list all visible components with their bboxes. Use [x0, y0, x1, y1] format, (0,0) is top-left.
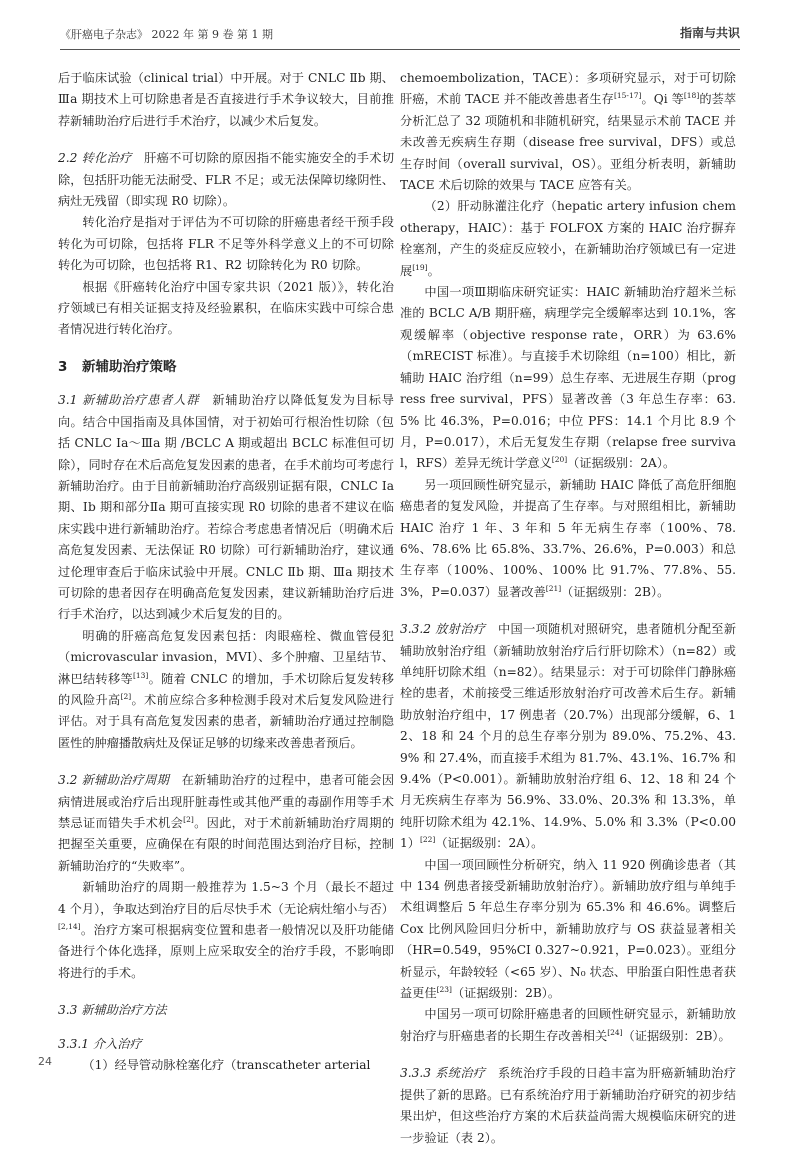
- citation[interactable]: [2]: [120, 691, 132, 701]
- paragraph: 中国一项Ⅲ期临床研究证实：HAIC 新辅助治疗超米兰标准的 BCLC A/B 期肝癌，病理学完全缓解率达到 10.1%，客观缓解率（objective response rate，ORR）为 63.6%（mRECIST 标准）。与直接手术切除组（n=100）相比，新辅助 HAIC 治疗组（n=99）总生存率、无进展生存期（progress free survival，PFS）显著改善（3 年总生存率：63.5% 比 46.3%，P=0.016；中位 PFS：14.1 个月比 8.9 个月，P=0.017），术后无复发生存期（relapse free survival，RFS）差异无统计学意义[20]（证据级别：2A）。: [400, 285, 736, 471]
- page-number: 24: [38, 1055, 52, 1068]
- section-label: 指南与共识: [679, 26, 740, 40]
- journal-info: 《肝癌电子杂志》 2022 年 第 9 卷 第 1 期: [60, 28, 273, 41]
- subsection-3-3-2: 3.3.2 放射治疗 中国一项随机对照研究，患者随机分配至新辅助放射治疗组（新辅助放射治疗后行肝切除术）（n=82）或单纯肝切除术组（n=82）。结果显示：对于可切除伴门静脉癌栓的患者，术前接受三维适形放射治疗可改善术后生存。新辅助放射治疗组中，17 例患者（20.7%）出现部分缓解，6、12、18 和 24 个月的总生存率分别为 89.0%、75.2%、43.9% 和 27.4%，而直接手术组为 81.7%、43.1%、16.7% 和 9.4%（P<0.001）。新辅助放射治疗组 6、12、18 和 24 个月无疾病生存率为 56.9%、33.0%、20.3% 和 13.3%，单纯肝切除术组为 42.1%、14.9%、5.0% 和 3.3%（P<0.001）[22]（证据级别：2A）。: [400, 622, 737, 851]
- paragraph: 明确的肝癌高危复发因素包括：肉眼癌栓、微血管侵犯（microvascular invasion，MVI）、多个肿瘤、卫星结节、淋巴结转移等[13]。随着 CNLC 的增加，手术切除后复发转移的风险升高[2]。术前应综合多种检测手段对术后复发风险进行评估。对于具有高危复发因素的患者，新辅助治疗通过控制隐匿性的肿瘤播散病灶及保证足够的切缘来改善患者预后。: [58, 628, 395, 750]
- paragraph: 转化治疗是指对于评估为不可切除的肝癌患者经干预手段转化为可切除，包括将 FLR 不足等外科学意义上的不可切除转化为可切除，也包括将 R1、R2 切除转化为 R0 切除。: [58, 215, 394, 273]
- citation[interactable]: [2,14]: [58, 921, 81, 931]
- citation[interactable]: [15-17]: [613, 91, 642, 101]
- section-heading-3: 3 新辅助治疗策略: [58, 358, 177, 375]
- paragraph: （2）肝动脉灌注化疗（hepatic artery infusion chemotherapy，HAIC）：基于 FOLFOX 方案的 HAIC 治疗摒弃栓塞剂，产生的炎症反应较小，在新辅助治疗领域已有一定进展[19]。: [400, 199, 736, 278]
- subsection-heading: 3.3.3 系统治疗: [400, 1066, 486, 1081]
- citation[interactable]: [23]: [436, 985, 452, 994]
- paragraph: chemoembolization，TACE）：多项研究显示，对于可切除肝癌，术前 TACE 并不能改善患者生存[15-17]。Qi 等[18]的荟萃分析汇总了 32 项随机和非随机研究，结果显示术前 TACE 并未改善无疾病生存期（disease free survival，DFS）或总生存时间（overall survival，OS）。亚组分析表明，新辅助 TACE 术后切除的效果与 TACE 应答有关。: [400, 71, 737, 193]
- subsection-3-1: 3.1 新辅助治疗患者人群 新辅助治疗以降低复发为目标导向。结合中国指南及具体国情，对于初始可行根治性切除（包括 CNLC Ⅰa～Ⅲa 期 /BCLC A 期或超出 BCLC 标准但可切除），同时存在术后高危复发因素的患者，在手术前均可考虑行新辅助治疗。由于目前新辅助治疗高级别证据有限，CNLC Ⅰa 期、Ⅰb 期和部分Ⅱa 期可直接实现 R0 切除的患者不建议在临床实践中进行新辅助治疗。若综合考虑患者情况后（明确术后高危复发因素、无法保证 R0 切除）可行新辅助治疗，建议通过伦理审查后于临床试验中开展。CNLC Ⅱb 期、Ⅲa 期技术可切除的患者因存在明确高危复发因素，建议新辅助治疗后进行手术治疗，以达到减少术后复发的目的。: [58, 393, 394, 622]
- paragraph: 中国一项回顾性分析研究，纳入 11 920 例确诊患者（其中 134 例患者接受新辅助放射治疗）。新辅助放疗组与单纯手术组调整后 5 年总生存率分别为 65.3% 和 46.6%。调整后 Cox 比例风险回归分析中，新辅助放疗与 OS 获益显著相关（HR=0.549，95%CI 0.327~0.921，P=0.023）。亚组分析显示，年龄较轻（<65 岁）、N₀ 状态、甲胎蛋白阳性患者获益更佳[23]（证据级别：2B）。: [400, 857, 736, 1001]
- citation[interactable]: [22]: [419, 835, 436, 845]
- citation[interactable]: [2]: [183, 814, 194, 824]
- citation[interactable]: [21]: [545, 583, 562, 593]
- subsection-3-2: 3.2 新辅助治疗周期 在新辅助治疗的过程中，患者可能会因病情进展或治疗后出现肝脏毒性或其他严重的毒副作用等手术禁忌证而错失手术机会[2]。因此，对于术前新辅助治疗周期的把握至关重要，应确保在有限的时间范围达到治疗目标，控制新辅助治疗的“失败率”。: [58, 773, 395, 873]
- paragraph: 另一项回顾性研究显示，新辅助 HAIC 降低了高危肝细胞癌患者的复发风险，并提高了生存率。与对照组相比，新辅助 HAIC 治疗 1 年、3 年和 5 年无病生存率（100%、78.6%、78.6% 比 65.8%、33.7%、26.6%，P=0.003）和总生存率（100%、100%、100% 比 91.7%、77.8%、55.3%，P=0.037）显著改善[21]（证据级别：2B）。: [400, 477, 736, 599]
- page-header: [60, 24, 740, 48]
- citation[interactable]: [24]: [607, 1027, 623, 1037]
- subsection-heading-3-3: 3.3 新辅助治疗方法: [58, 1003, 167, 1018]
- subsection-heading-3-3-1: 3.3.1 介入治疗: [58, 1036, 142, 1051]
- paragraph: 根据《肝癌转化治疗中国专家共识（2021 版）》，转化治疗领域已有相关证据支持及经验累积，在临床实践中可综合患者情况进行转化治疗。: [58, 279, 394, 337]
- right-column: [400, 68, 736, 1149]
- left-column: [58, 68, 394, 1076]
- citation[interactable]: [13]: [132, 670, 149, 680]
- subsection-3-3-3: 3.3.3 系统治疗 系统治疗手段的日趋丰富为肝癌新辅助治疗提供了新的思路。已有系统治疗用于新辅助治疗研究的初步结果出炉，但这些治疗方案的术后获益尚需大规模临床研究的进一步验证（表 2）。: [400, 1066, 737, 1145]
- subsection-heading: 3.2 新辅助治疗周期: [58, 773, 170, 788]
- header-rule: [60, 49, 740, 50]
- citation[interactable]: [19]: [412, 262, 428, 272]
- paragraph: （1）经导管动脉栓塞化疗（transcatheter arterial: [82, 1058, 371, 1073]
- subsection-2-2: 2.2 转化治疗 肝癌不可切除的原因指不能实施安全的手术切除，包括肝功能无法耐受、FLR 不足；或无法保障切缘阴性、病灶无残留（即实现 R0 切除）。: [58, 151, 395, 209]
- citation[interactable]: [18]: [683, 91, 700, 101]
- paragraph: 中国另一项可切除肝癌患者的回顾性研究显示，新辅助放射治疗与肝癌患者的长期生存改善相关[24]（证据级别：2B）。: [400, 1007, 736, 1043]
- paragraph: 新辅助治疗的周期一般推荐为 1.5~3 个月（最长不超过 4 个月），争取达到治疗目的后尽快手术（无论病灶缩小与否）[2,14]。治疗方案可根据病变位置和患者一般情况以及肝功能储备进行个体化选择，原则上应采取安全的治疗手段，不影响即将进行的手术。: [58, 880, 394, 980]
- paragraph: 后于临床试验（clinical trial）中开展。对于 CNLC Ⅱb 期、Ⅲa 期技术上可切除患者是否直接进行手术争议较大，目前推荐新辅助治疗后进行手术治疗，以减少术后复发。: [58, 71, 394, 128]
- subsection-heading: 3.3.2 放射治疗: [400, 622, 486, 637]
- citation[interactable]: [20]: [551, 455, 568, 465]
- subsection-heading: 3.1 新辅助治疗患者人群: [58, 393, 200, 408]
- subsection-heading: 2.2 转化治疗: [58, 151, 132, 166]
